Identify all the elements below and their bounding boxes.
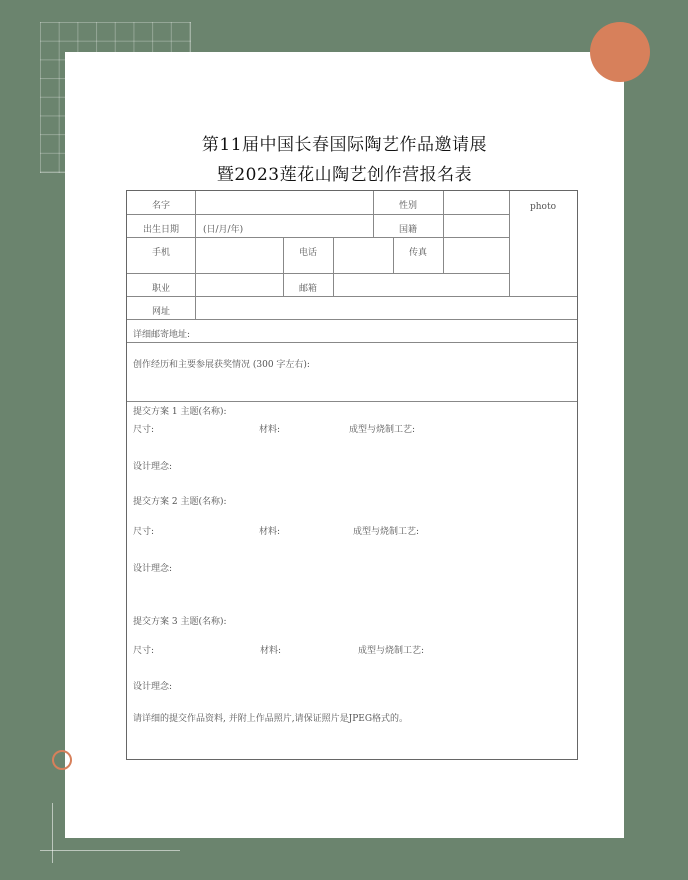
proposal-2-material: 材料:: [259, 527, 281, 537]
proposal-1-size: 尺寸:: [133, 425, 155, 435]
fax-label: 传真: [408, 248, 427, 258]
nationality-label: 国籍: [398, 225, 417, 235]
email-label: 邮箱: [298, 284, 317, 294]
proposal-3-heading: 提交方案 3 主题(名称):: [133, 617, 227, 627]
decorative-circle: [590, 22, 650, 82]
proposal-3-material: 材料:: [260, 646, 282, 656]
address-label: 详细邮寄地址:: [133, 330, 191, 340]
name-label: 名字: [151, 201, 170, 211]
experience-label: 创作经历和主要参展获奖情况 (300 字左右):: [133, 360, 310, 370]
phone-label: 电话: [298, 248, 317, 258]
form-title-line2: 暨2023莲花山陶艺创作营报名表: [216, 165, 473, 185]
birth-date-hint: (日/月/年): [203, 225, 244, 235]
mobile-label: 手机: [151, 248, 170, 258]
proposal-2-process: 成型与烧制工艺:: [353, 527, 420, 537]
proposal-1-heading: 提交方案 1 主题(名称):: [133, 407, 227, 417]
proposal-1-material: 材料:: [259, 425, 281, 435]
occupation-label: 职业: [151, 284, 170, 294]
birth-date-label: 出生日期: [142, 225, 179, 235]
proposal-2-heading: 提交方案 2 主题(名称):: [133, 497, 227, 507]
proposal-3-concept: 设计理念:: [133, 682, 173, 692]
footer-note: 请详细的提交作品资料, 并附上作品照片,请保证照片是JPEG格式的。: [133, 714, 409, 724]
proposal-2-size: 尺寸:: [133, 527, 155, 537]
proposal-3-size: 尺寸:: [133, 646, 155, 656]
form-title-line1: 第11届中国长春国际陶艺作品邀请展: [201, 135, 488, 155]
registration-form: [126, 190, 578, 760]
proposal-1-process: 成型与烧制工艺:: [349, 425, 416, 435]
website-label: 网址: [151, 307, 170, 317]
decorative-ring: [52, 750, 72, 770]
proposal-1-concept: 设计理念:: [133, 462, 173, 472]
gender-label: 性别: [398, 201, 417, 211]
photo-label: photo: [529, 202, 556, 212]
proposal-3-process: 成型与烧制工艺:: [358, 646, 425, 656]
decorative-line-vertical: [52, 803, 53, 863]
proposal-2-concept: 设计理念:: [133, 564, 173, 574]
decorative-line-horizontal: [40, 850, 180, 851]
